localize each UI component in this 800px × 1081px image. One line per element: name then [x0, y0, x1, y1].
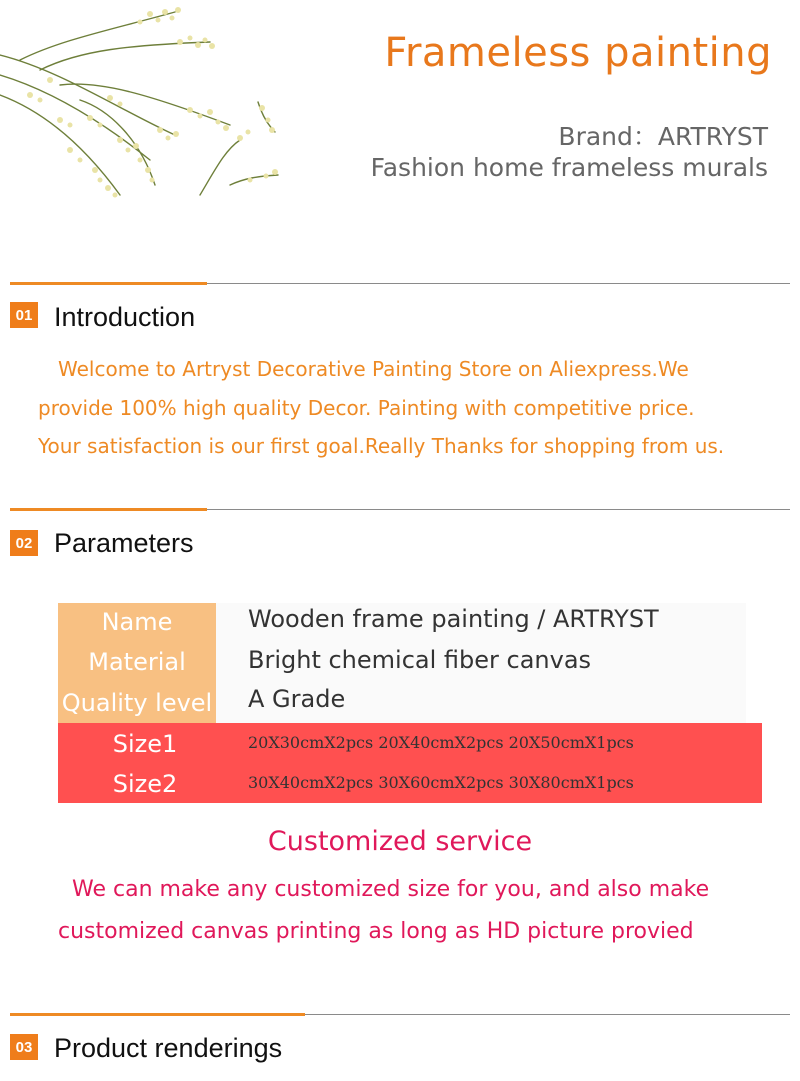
- section-divider: [207, 509, 790, 510]
- section-title-introduction: Introduction: [54, 302, 196, 332]
- brand-label: Brand：ARTRYST: [558, 122, 768, 151]
- param-value: Bright chemical fiber canvas: [248, 646, 592, 674]
- intro-text-line: Your satisfaction is our first goal.Really Thanks for shopping from us.: [38, 434, 725, 458]
- tagline: Fashion home frameless murals: [370, 153, 768, 182]
- parameters-table: [58, 603, 762, 803]
- page-title: Frameless painting: [384, 30, 772, 76]
- intro-text-line: Welcome to Artryst Decorative Painting Store on Aliexpress.We: [58, 357, 689, 381]
- section-divider: [305, 1014, 790, 1015]
- section-number-badge: 02: [10, 530, 38, 556]
- customized-service-text: customized canvas printing as long as HD picture provied: [58, 919, 694, 944]
- param-label: Name: [101, 608, 173, 636]
- size-value: 20X30cmX2pcs 20X40cmX2pcs 20X50cmX1pcs: [248, 733, 634, 752]
- section-number-badge: 01: [10, 302, 38, 328]
- param-value: Wooden frame painting / ARTRYST: [248, 605, 659, 633]
- intro-text-line: provide 100% high quality Decor. Painting with competitive price.: [38, 396, 695, 420]
- size-label: Size2: [112, 770, 178, 798]
- section-divider-accent: [10, 508, 207, 511]
- customized-service-text: We can make any customized size for you, and also make: [72, 877, 710, 902]
- section-divider: [207, 283, 790, 284]
- section-title-parameters: Parameters: [54, 528, 194, 558]
- size-label: Size1: [112, 730, 178, 758]
- section-title-product-renderings: Product renderings: [54, 1033, 283, 1063]
- section-number-badge: 03: [10, 1034, 38, 1060]
- flower-branch-decoration: [0, 0, 290, 210]
- param-value: A Grade: [248, 685, 346, 713]
- param-label: Quality level: [61, 689, 213, 717]
- section-divider-accent: [10, 282, 207, 285]
- param-label: Material: [88, 648, 186, 676]
- customized-service-title: Customized service: [267, 826, 533, 857]
- section-divider-accent: [10, 1013, 305, 1016]
- size-value: 30X40cmX2pcs 30X60cmX2pcs 30X80cmX1pcs: [248, 773, 634, 792]
